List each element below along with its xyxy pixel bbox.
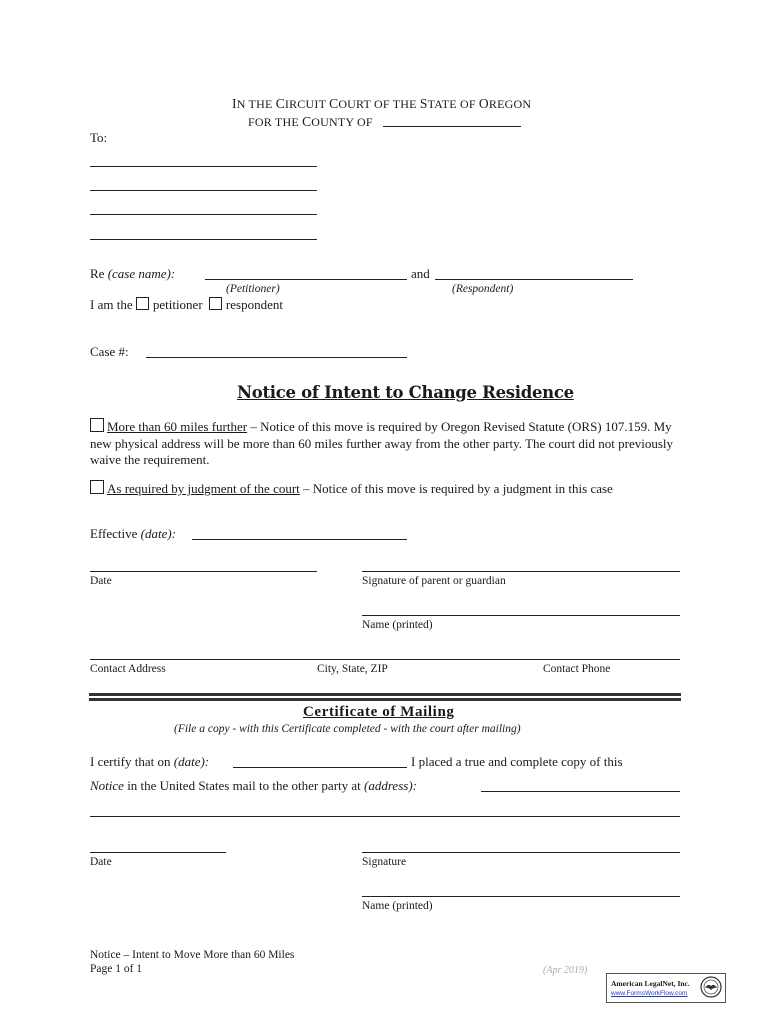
county-field[interactable] xyxy=(383,126,521,127)
cert-name-printed-line[interactable] xyxy=(362,896,680,897)
case-number-label: Case #: xyxy=(90,344,129,359)
notice-title: Notice of Intent to Change Residence xyxy=(237,383,574,402)
petitioner-option-label: petitioner xyxy=(152,297,203,312)
option-judgment-checkbox[interactable] xyxy=(90,480,104,494)
footer-revision-date: (Apr 2019) xyxy=(543,965,588,976)
section-divider-bottom xyxy=(89,698,681,701)
date-caption: Date xyxy=(90,575,112,587)
cert-signature-line[interactable] xyxy=(362,852,680,853)
option-60-miles: More than 60 miles further – Notice of this move is required by Oregon Revised Statute (ORS) 107.159. My new physical address will be more than 60 miles further away from the other party. The court did not previously waive the requirement. xyxy=(90,419,674,467)
name-printed-caption: Name (printed) xyxy=(362,619,433,631)
party-role-row: I am the petitioner respondent xyxy=(90,297,283,312)
contact-address-caption: Contact Address xyxy=(90,663,166,675)
city-state-zip-caption: City, State, ZIP xyxy=(317,663,388,675)
mailing-address-field-2[interactable] xyxy=(90,816,680,817)
placed-copy-text: I placed a true and complete copy of this xyxy=(411,754,623,769)
certificate-title: Certificate of Mailing xyxy=(303,704,455,720)
signature-parent-caption: Signature of parent or guardian xyxy=(362,575,506,587)
logo-url-link[interactable]: www.FormsWorkFlow.com xyxy=(611,990,688,997)
mailing-date-field[interactable] xyxy=(233,767,407,768)
case-name-label: Re (case name): xyxy=(90,266,176,281)
case-number-field[interactable] xyxy=(146,357,407,358)
court-heading-line1: IN THE CIRCUIT COURT OF THE STATE OF OREGON xyxy=(232,96,532,111)
section-divider-top xyxy=(89,693,681,696)
to-label: To: xyxy=(90,130,108,145)
to-address-line-2[interactable] xyxy=(90,190,317,191)
certify-on-label: I certify that on (date): xyxy=(90,754,210,769)
mailing-address-field-1[interactable] xyxy=(481,791,680,792)
petitioner-field[interactable] xyxy=(205,279,407,280)
eagle-seal-icon xyxy=(700,976,722,998)
court-heading-line2: FOR THE COUNTY OF xyxy=(248,114,373,129)
option-judgment: As required by judgment of the court – Notice of this move is required by a judgment in this case xyxy=(90,480,682,498)
footer-form-title: Notice – Intent to Move More than 60 Miles xyxy=(90,949,295,961)
to-address-line-3[interactable] xyxy=(90,214,317,215)
mail-address-label: Notice in the United States mail to the other party at (address): xyxy=(90,778,417,793)
cert-name-printed-caption: Name (printed) xyxy=(362,900,433,912)
to-address-line-4[interactable] xyxy=(90,239,317,240)
and-label: and xyxy=(411,266,430,281)
cert-date-line[interactable] xyxy=(90,852,226,853)
name-printed-line[interactable] xyxy=(362,615,680,616)
contact-line[interactable] xyxy=(90,659,680,660)
respondent-checkbox[interactable] xyxy=(209,297,222,310)
publisher-logo[interactable] xyxy=(606,973,726,1003)
certificate-subtitle: (File a copy - with this Certificate completed - with the court after mailing) xyxy=(174,723,521,735)
respondent-field[interactable] xyxy=(435,279,633,280)
respondent-option-label: respondent xyxy=(225,297,283,312)
to-address-line-1[interactable] xyxy=(90,166,317,167)
petitioner-checkbox[interactable] xyxy=(136,297,149,310)
parent-signature-line[interactable] xyxy=(362,571,680,572)
contact-phone-caption: Contact Phone xyxy=(543,663,611,675)
respondent-caption: (Respondent) xyxy=(452,283,514,295)
effective-date-label: Effective (date): xyxy=(90,526,177,541)
cert-date-caption: Date xyxy=(90,856,112,868)
footer-page-number: Page 1 of 1 xyxy=(90,963,143,975)
date-signature-line[interactable] xyxy=(90,571,317,572)
logo-company-name: American LegalNet, Inc. xyxy=(611,979,690,988)
option-60-miles-checkbox[interactable] xyxy=(90,418,104,432)
petitioner-caption: (Petitioner) xyxy=(226,283,280,295)
effective-date-field[interactable] xyxy=(192,539,407,540)
cert-signature-caption: Signature xyxy=(362,856,407,868)
